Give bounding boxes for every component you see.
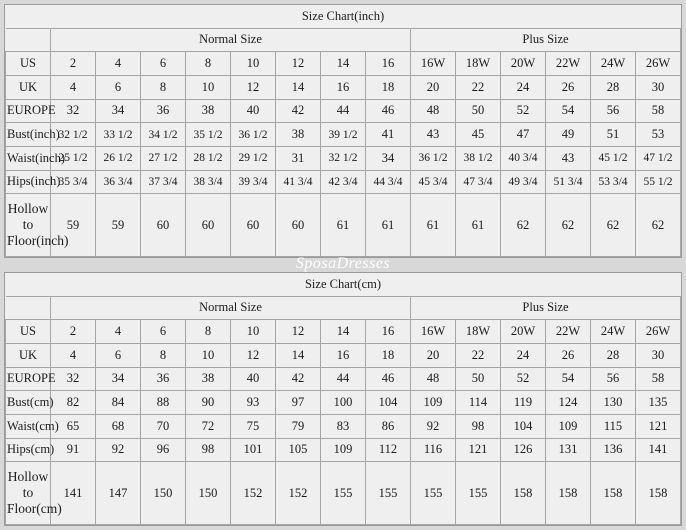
size-chart-table [5,273,681,525]
table-cell: 10 [231,320,276,344]
table-cell: 24 [501,343,546,367]
row-label: Bust(cm) [6,391,51,415]
table-cell: 40 3/4 [501,146,546,170]
table-cell: 65 [51,414,96,438]
table-cell: 32 [51,367,96,391]
table-cell: 22 [456,75,501,99]
table-cell: 10 [231,52,276,76]
table-cell: 114 [456,391,501,415]
table-cell: 47 [501,123,546,147]
table-cell: 41 3/4 [276,170,321,194]
table-cell: 92 [96,438,141,462]
table-cell: 52 [501,99,546,123]
table-cell: 4 [51,75,96,99]
table-cell: 34 1/2 [141,123,186,147]
table-cell: 24W [591,320,636,344]
table-cell: 59 [96,194,141,257]
table-cell: 16 [321,75,366,99]
table-cell: 126 [501,438,546,462]
table-cell: 53 [636,123,681,147]
table-cell: 8 [186,52,231,76]
table-cell: 8 [186,320,231,344]
table-cell: 47 1/2 [636,146,681,170]
table-cell: 46 [366,367,411,391]
table-cell: 100 [321,391,366,415]
table-cell: 12 [231,75,276,99]
table-cell: 141 [636,438,681,462]
table-cell: 14 [321,52,366,76]
table-cell: 31 [276,146,321,170]
row-label: EUROPE [6,99,51,123]
table-cell: 16W [411,320,456,344]
table-cell: 39 3/4 [231,170,276,194]
table-cell: 34 [96,99,141,123]
table-cell: 50 [456,99,501,123]
table-cell: 109 [546,414,591,438]
table-cell: 35 3/4 [51,170,96,194]
table-cell: 47 3/4 [456,170,501,194]
chart-title-row [6,273,681,296]
table-cell: 61 [456,194,501,257]
row-label: US [6,320,51,344]
table-cell: 18W [456,52,501,76]
table-cell: 155 [411,462,456,525]
table-cell: 25 1/2 [51,146,96,170]
table-cell: 50 [456,367,501,391]
table-cell: 152 [231,462,276,525]
table-cell: 60 [141,194,186,257]
table-cell: 14 [276,343,321,367]
row-label: Hips(inch) [6,170,51,194]
table-cell: 49 [546,123,591,147]
table-cell: 116 [411,438,456,462]
table-cell: 130 [591,391,636,415]
table-cell: 86 [366,414,411,438]
table-row [6,123,681,147]
table-cell: 62 [546,194,591,257]
table-cell: 38 [276,123,321,147]
table-cell: 62 [591,194,636,257]
table-cell: 119 [501,391,546,415]
table-row [6,146,681,170]
table-cell: 18W [456,320,501,344]
table-cell: 91 [51,438,96,462]
table-cell: 158 [501,462,546,525]
table-cell: 36 [141,99,186,123]
group-header-plus: Plus Size [411,296,681,320]
table-cell: 44 3/4 [366,170,411,194]
table-cell: 14 [321,320,366,344]
table-cell: 2 [51,320,96,344]
table-cell: 92 [411,414,456,438]
table-row [6,99,681,123]
table-cell: 155 [366,462,411,525]
table-cell: 38 1/2 [456,146,501,170]
group-header-row [6,296,681,320]
table-cell: 150 [141,462,186,525]
table-cell: 38 [186,367,231,391]
table-cell: 8 [141,343,186,367]
table-cell: 158 [546,462,591,525]
table-cell: 34 [366,146,411,170]
table-cell: 36 3/4 [96,170,141,194]
table-cell: 88 [141,391,186,415]
table-cell: 26 [546,343,591,367]
table-cell: 44 [321,99,366,123]
table-cell: 141 [51,462,96,525]
chart-title-row [6,5,681,28]
table-cell: 18 [366,75,411,99]
table-cell: 98 [186,438,231,462]
chart-title: Size Chart(cm) [6,273,681,296]
table-cell: 58 [636,367,681,391]
group-header-plus: Plus Size [411,28,681,52]
table-row [6,367,681,391]
group-header-normal: Normal Size [51,296,411,320]
table-cell: 62 [501,194,546,257]
table-cell: 70 [141,414,186,438]
row-label: Hollow to Floor(cm) [6,462,51,525]
table-cell: 32 [51,99,96,123]
table-cell: 16 [366,320,411,344]
table-row [6,438,681,462]
table-cell: 26W [636,320,681,344]
size-chart-inch [4,4,682,258]
table-cell: 115 [591,414,636,438]
table-cell: 18 [366,343,411,367]
table-cell: 33 1/2 [96,123,141,147]
table-cell: 48 [411,367,456,391]
header-corner-cell [6,296,51,320]
table-cell: 16 [366,52,411,76]
table-cell: 45 [456,123,501,147]
table-row [6,343,681,367]
table-cell: 105 [276,438,321,462]
table-cell: 51 [591,123,636,147]
table-cell: 22W [546,52,591,76]
table-row [6,462,681,525]
table-cell: 4 [51,343,96,367]
table-cell: 82 [51,391,96,415]
table-cell: 112 [366,438,411,462]
table-cell: 24 [501,75,546,99]
table-cell: 8 [141,75,186,99]
table-cell: 104 [501,414,546,438]
table-row [6,391,681,415]
table-cell: 158 [636,462,681,525]
table-cell: 68 [96,414,141,438]
table-cell: 16W [411,52,456,76]
table-cell: 109 [411,391,456,415]
table-cell: 158 [591,462,636,525]
table-cell: 28 [591,75,636,99]
chart-title: Size Chart(inch) [6,5,681,28]
table-cell: 61 [366,194,411,257]
table-cell: 30 [636,75,681,99]
table-cell: 61 [411,194,456,257]
table-cell: 32 1/2 [321,146,366,170]
table-cell: 124 [546,391,591,415]
table-cell: 147 [96,462,141,525]
table-cell: 62 [636,194,681,257]
table-cell: 26 1/2 [96,146,141,170]
table-cell: 152 [276,462,321,525]
table-row [6,414,681,438]
table-cell: 121 [636,414,681,438]
table-cell: 109 [321,438,366,462]
table-cell: 90 [186,391,231,415]
table-cell: 26W [636,52,681,76]
table-cell: 4 [96,320,141,344]
table-cell: 36 1/2 [231,123,276,147]
table-cell: 29 1/2 [231,146,276,170]
table-cell: 6 [141,320,186,344]
table-cell: 42 [276,99,321,123]
table-cell: 136 [591,438,636,462]
table-cell: 56 [591,99,636,123]
table-cell: 60 [276,194,321,257]
table-cell: 45 3/4 [411,170,456,194]
table-cell: 98 [456,414,501,438]
row-label: UK [6,75,51,99]
table-cell: 45 1/2 [591,146,636,170]
table-cell: 12 [276,52,321,76]
table-cell: 44 [321,367,366,391]
table-cell: 20W [501,52,546,76]
table-row [6,170,681,194]
table-cell: 51 3/4 [546,170,591,194]
table-cell: 49 3/4 [501,170,546,194]
table-cell: 121 [456,438,501,462]
table-cell: 20W [501,320,546,344]
row-label: Hollow to Floor(inch) [6,194,51,257]
table-cell: 155 [321,462,366,525]
table-cell: 72 [186,414,231,438]
table-cell: 36 1/2 [411,146,456,170]
table-cell: 22W [546,320,591,344]
table-cell: 75 [231,414,276,438]
row-label: UK [6,343,51,367]
table-cell: 38 [186,99,231,123]
table-cell: 53 3/4 [591,170,636,194]
table-cell: 4 [96,52,141,76]
table-cell: 60 [186,194,231,257]
table-cell: 16 [321,343,366,367]
table-cell: 32 1/2 [51,123,96,147]
table-cell: 6 [96,343,141,367]
table-cell: 24W [591,52,636,76]
table-cell: 10 [186,75,231,99]
table-cell: 40 [231,367,276,391]
table-cell: 6 [96,75,141,99]
table-cell: 43 [546,146,591,170]
table-cell: 79 [276,414,321,438]
table-cell: 42 [276,367,321,391]
table-cell: 56 [591,367,636,391]
table-cell: 96 [141,438,186,462]
table-cell: 58 [636,99,681,123]
table-cell: 39 1/2 [321,123,366,147]
table-cell: 155 [456,462,501,525]
table-cell: 28 [591,343,636,367]
table-cell: 43 [411,123,456,147]
row-label: Waist(cm) [6,414,51,438]
table-cell: 27 1/2 [141,146,186,170]
table-cell: 12 [276,320,321,344]
table-cell: 59 [51,194,96,257]
table-cell: 54 [546,99,591,123]
table-cell: 34 [96,367,141,391]
table-cell: 60 [231,194,276,257]
table-row [6,320,681,344]
group-header-row [6,28,681,52]
row-label: Waist(inch) [6,146,51,170]
row-label: Hips(cm) [6,438,51,462]
table-cell: 101 [231,438,276,462]
watermark: SposaDresses [295,255,391,272]
table-cell: 52 [501,367,546,391]
row-label: EUROPE [6,367,51,391]
table-cell: 42 3/4 [321,170,366,194]
row-label: Bust(inch) [6,123,51,147]
table-cell: 26 [546,75,591,99]
table-cell: 37 3/4 [141,170,186,194]
size-chart-table [5,5,681,257]
table-cell: 55 1/2 [636,170,681,194]
table-cell: 54 [546,367,591,391]
table-cell: 84 [96,391,141,415]
table-cell: 35 1/2 [186,123,231,147]
table-cell: 150 [186,462,231,525]
table-cell: 46 [366,99,411,123]
table-cell: 61 [321,194,366,257]
table-cell: 48 [411,99,456,123]
table-cell: 41 [366,123,411,147]
table-cell: 104 [366,391,411,415]
table-cell: 40 [231,99,276,123]
table-cell: 28 1/2 [186,146,231,170]
table-cell: 2 [51,52,96,76]
table-cell: 20 [411,343,456,367]
table-cell: 20 [411,75,456,99]
table-cell: 38 3/4 [186,170,231,194]
table-cell: 30 [636,343,681,367]
table-cell: 14 [276,75,321,99]
table-cell: 12 [231,343,276,367]
table-cell: 83 [321,414,366,438]
table-cell: 97 [276,391,321,415]
group-header-normal: Normal Size [51,28,411,52]
table-cell: 135 [636,391,681,415]
table-row [6,75,681,99]
header-corner-cell [6,28,51,52]
row-label: US [6,52,51,76]
table-cell: 22 [456,343,501,367]
table-row [6,52,681,76]
table-cell: 93 [231,391,276,415]
table-row [6,194,681,257]
table-cell: 36 [141,367,186,391]
table-cell: 6 [141,52,186,76]
table-cell: 10 [186,343,231,367]
size-chart-cm [4,272,682,526]
table-cell: 131 [546,438,591,462]
